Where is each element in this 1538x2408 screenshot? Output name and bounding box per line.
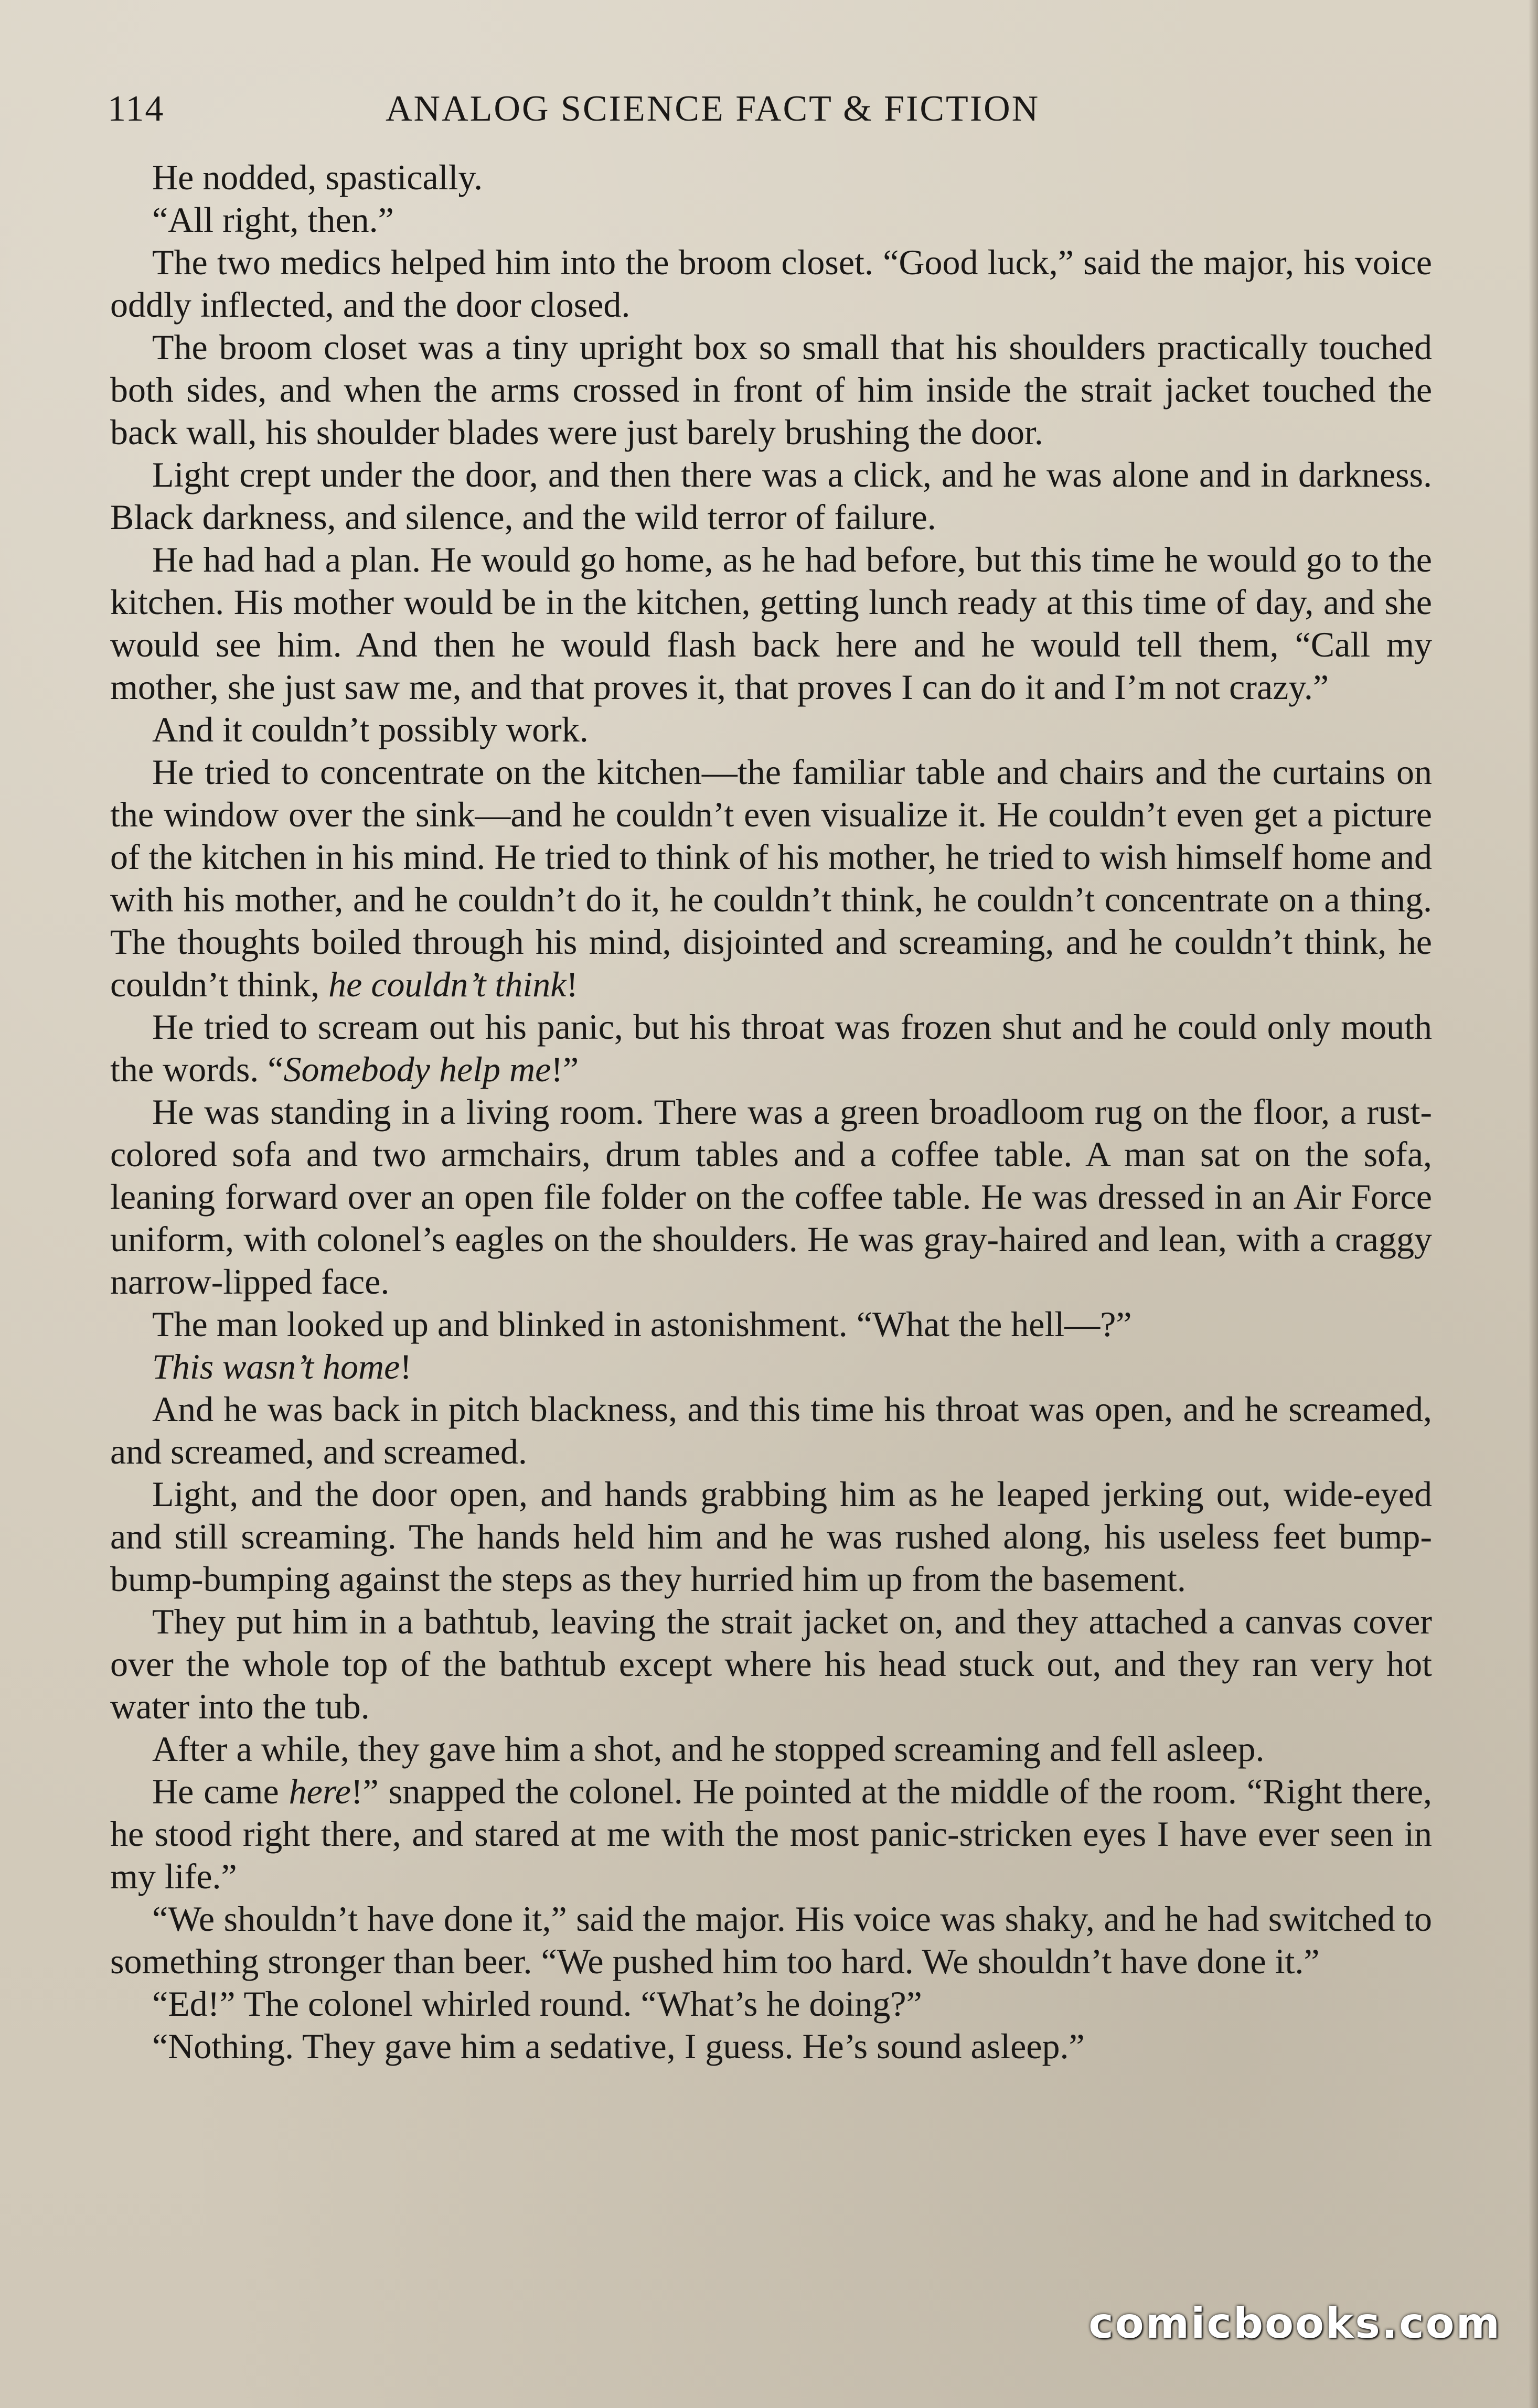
- paragraph: Light, and the door open, and hands grabbing him as he leaped jerking out, wide-eyed and still screaming. The hands held him and he was rushed along, his useless feet bump-bump-bumping against the steps as they hurried him up from the basement.: [110, 1474, 1432, 1599]
- paragraph: The man looked up and blinked in astonishment. “What the hell—?”: [152, 1304, 1132, 1344]
- story-text: [110, 156, 1432, 2068]
- paragraph: And it couldn’t possibly work.: [152, 710, 589, 749]
- paragraph: “Ed!” The colonel whirled round. “What’s he doing?”: [152, 1984, 922, 2024]
- paragraph: After a while, they gave him a shot, and he stopped screaming and fell asleep.: [152, 1729, 1265, 1769]
- paragraph: They put him in a bathtub, leaving the strait jacket on, and they attached a canvas cover over the whole top of the bathtub except where his head stuck out, and they ran very hot water into the tub.: [110, 1601, 1432, 1726]
- paragraph: “We shouldn’t have done it,” said the major. His voice was shaky, and he had switched to something stronger than beer. “We pushed him too hard. We shouldn’t have done it.”: [110, 1899, 1432, 1981]
- paragraph: He was standing in a living room. There was a green broadloom rug on the floor, a rust-colored sofa and two armchairs, drum tables and a coffee table. A man sat on the sofa, leaning forward over an open file folder on the coffee table. He was dressed in an Air Force uniform, with colonel’s eagles on the shoulders. He was gray-haired and lean, with a craggy narrow-lipped face.: [110, 1092, 1432, 1302]
- page-number: 114: [108, 89, 165, 129]
- italic-emphasis: he couldn’t think: [328, 964, 567, 1004]
- paragraph: The two medics helped him into the broom closet. “Good luck,” said the major, his voice oddly inflected, and the door closed.: [110, 242, 1432, 325]
- running-head: ANALOG SCIENCE FACT & FICTION: [386, 89, 1040, 129]
- paragraph: He tried to scream out his panic, but his throat was frozen shut and he could only mouth the words. “Somebody help me!”: [110, 1007, 1432, 1089]
- paragraph: Light crept under the door, and then there was a click, and he was alone and in darkness. Black darkness, and silence, and the wild terror of failure.: [110, 455, 1432, 537]
- paragraph: He tried to concentrate on the kitchen—the familiar table and chairs and the curtains on the window over the sink—and he couldn’t even visualize it. He couldn’t even get a picture of the kitchen in his mind. He tried to think of his mother, he tried to wish himself home and with his mother, and he couldn’t do it, he couldn’t think, he couldn’t concentrate on a thing. The thoughts boiled through his mind, disjointed and screaming, and he couldn’t think, he couldn’t think, he couldn’t think!: [110, 752, 1432, 1004]
- italic-emphasis: This wasn’t home: [152, 1347, 400, 1386]
- paragraph: And he was back in pitch blackness, and this time his throat was open, and he screamed, and screamed, and screamed.: [110, 1389, 1432, 1471]
- paragraph: The broom closet was a tiny upright box so small that his shoulders practically touched both sides, and when the arms crossed in front of him inside the strait jacket touched the back wall, his shoulder blades were just barely brushing the door.: [110, 327, 1432, 452]
- watermark: comicbooks.com: [1088, 2299, 1501, 2348]
- paragraph: “Nothing. They gave him a sedative, I guess. He’s sound asleep.”: [152, 2026, 1085, 2066]
- page-header: [108, 88, 1429, 146]
- paragraph: This wasn’t home!: [152, 1347, 412, 1386]
- paragraph: He came here!” snapped the colonel. He pointed at the middle of the room. “Right there, he stood right there, and stared at me with the most panic-stricken eyes I have ever seen in my life.”: [110, 1771, 1432, 1896]
- italic-emphasis: Somebody help me: [283, 1049, 551, 1089]
- page-edge-shadow: [1529, 0, 1538, 2408]
- paragraph: “All right, then.”: [152, 200, 394, 240]
- italic-emphasis: here: [289, 1771, 351, 1811]
- paragraph: He had had a plan. He would go home, as he had before, but this time he would go to the kitchen. His mother would be in the kitchen, getting lunch ready at this time of day, and she would see him. And then he would flash back here and he would tell them, “Call my mother, she just saw me, and that proves it, that proves I can do it and I’m not crazy.”: [110, 540, 1432, 707]
- paragraph: He nodded, spastically.: [152, 157, 483, 197]
